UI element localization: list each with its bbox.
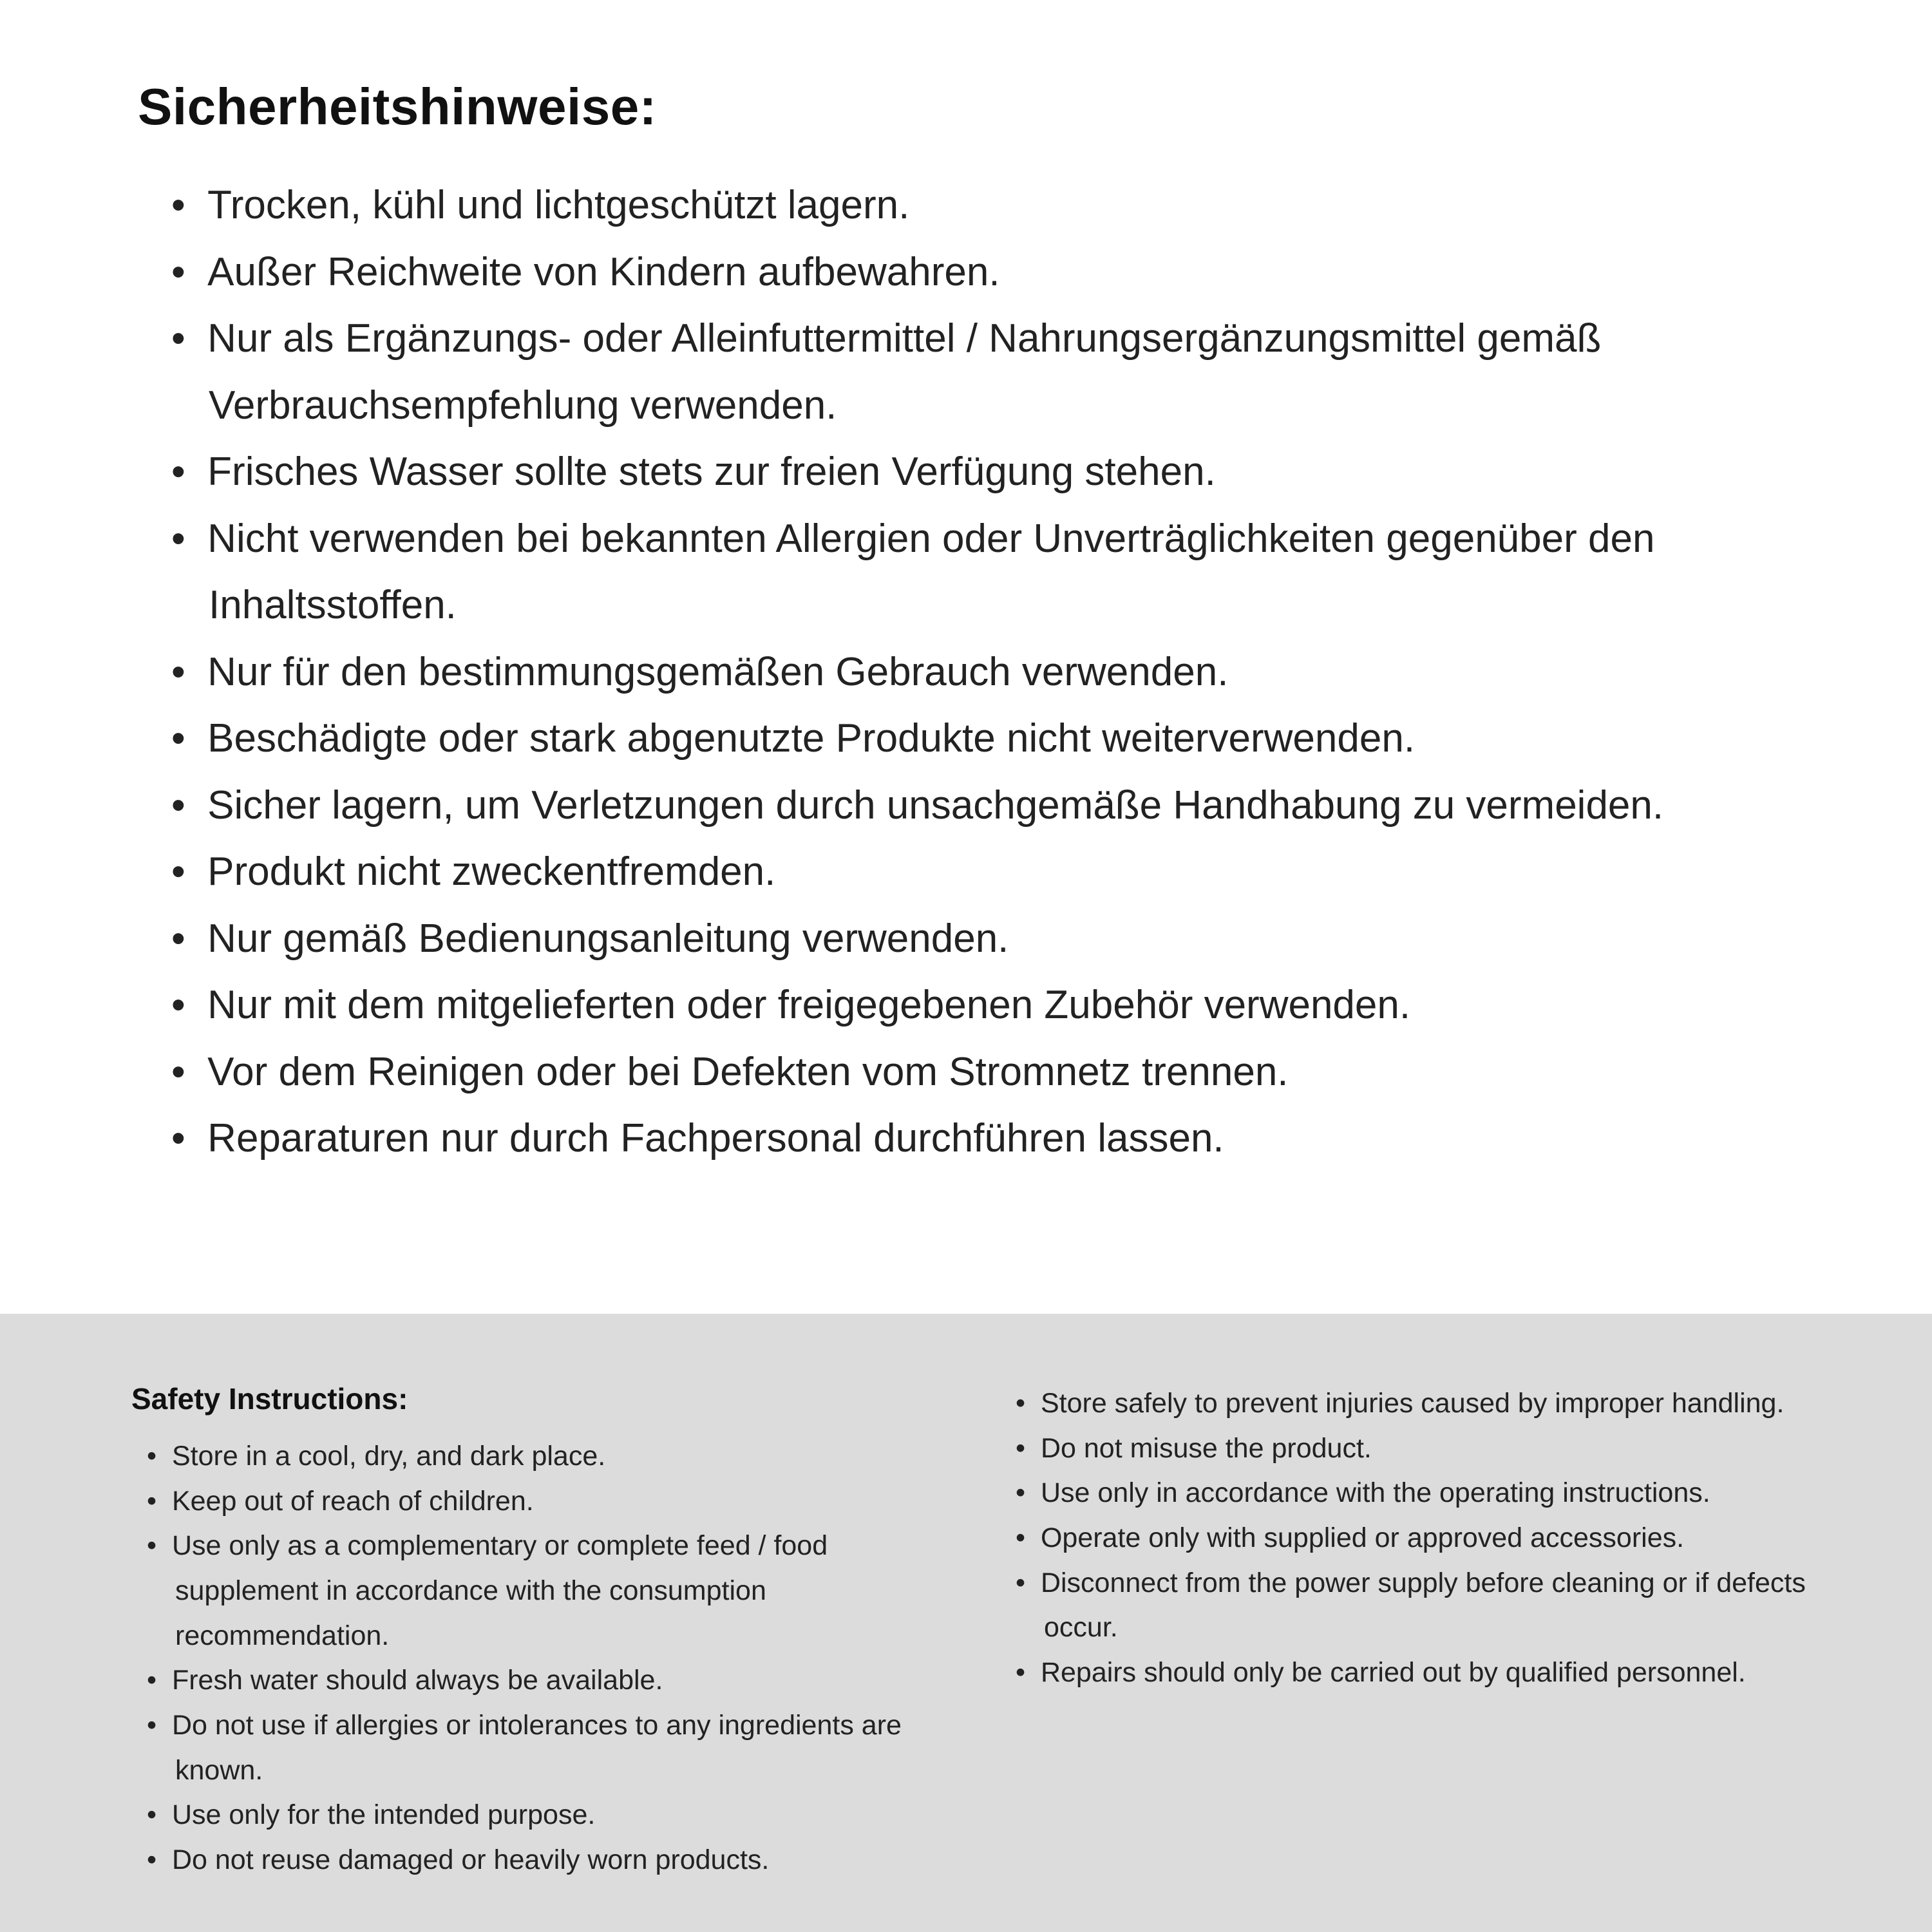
list-item: • Fresh water should always be available.: [147, 1658, 932, 1703]
list-item: • Beschädigte oder stark abgenutzte Produkte nicht weiterverwenden.: [171, 705, 1803, 772]
english-safety-list-right: [1016, 1381, 1816, 1696]
list-item: • Vor dem Reinigen oder bei Defekten vom Stromnetz trennen.: [171, 1039, 1803, 1106]
list-item: • Produkt nicht zweckentfremden.: [171, 838, 1803, 905]
english-left-column: [131, 1381, 932, 1883]
list-item: • Nur für den bestimmungsgemäßen Gebrauch verwenden.: [171, 639, 1803, 706]
english-safety-section: [0, 1314, 1932, 1932]
list-item: • Use only in accordance with the operating instructions.: [1016, 1471, 1816, 1516]
list-item: • Use only for the intended purpose.: [147, 1793, 932, 1838]
list-item: • Store safely to prevent injuries caused by improper handling.: [1016, 1381, 1816, 1426]
german-section-heading: Sicherheitshinweise:: [138, 78, 657, 135]
list-item: • Außer Reichweite von Kindern aufbewahren.: [171, 239, 1803, 306]
list-item: • Nur als Ergänzungs- oder Alleinfuttermittel / Nahrungsergänzungsmittel gemäß Verbrauchsempfehlung verwenden.: [171, 305, 1803, 439]
list-item: • Nicht verwenden bei bekannten Allergien oder Unverträglichkeiten gegenüber den Inhaltsstoffen.: [171, 506, 1803, 639]
list-item: • Reparaturen nur durch Fachpersonal durchführen lassen.: [171, 1105, 1803, 1172]
list-item: • Store in a cool, dry, and dark place.: [147, 1434, 932, 1479]
list-item: • Use only as a complementary or complete feed / food supplement in accordance with the consumption recommendation.: [147, 1524, 932, 1658]
german-safety-list: [138, 172, 1803, 1172]
list-item: • Do not misuse the product.: [1016, 1426, 1816, 1472]
list-item: • Nur gemäß Bedienungsanleitung verwenden.: [171, 905, 1803, 972]
list-item: • Do not reuse damaged or heavily worn products.: [147, 1838, 932, 1883]
list-item: • Operate only with supplied or approved accessories.: [1016, 1516, 1816, 1561]
list-item: • Do not use if allergies or intolerances to any ingredients are known.: [147, 1703, 932, 1793]
list-item: • Trocken, kühl und lichtgeschützt lagern.: [171, 172, 1803, 239]
english-right-column: [1016, 1381, 1816, 1883]
english-safety-list-left: [131, 1434, 932, 1883]
english-section-heading: Safety Instructions:: [131, 1382, 408, 1416]
list-item: • Repairs should only be carried out by qualified personnel.: [1016, 1651, 1816, 1696]
list-item: • Keep out of reach of children.: [147, 1479, 932, 1524]
list-item: • Frisches Wasser sollte stets zur freien Verfügung stehen.: [171, 439, 1803, 506]
list-item: • Nur mit dem mitgelieferten oder freigegebenen Zubehör verwenden.: [171, 972, 1803, 1039]
list-item: • Disconnect from the power supply before cleaning or if defects occur.: [1016, 1561, 1816, 1651]
list-item: • Sicher lagern, um Verletzungen durch unsachgemäße Handhabung zu vermeiden.: [171, 772, 1803, 839]
